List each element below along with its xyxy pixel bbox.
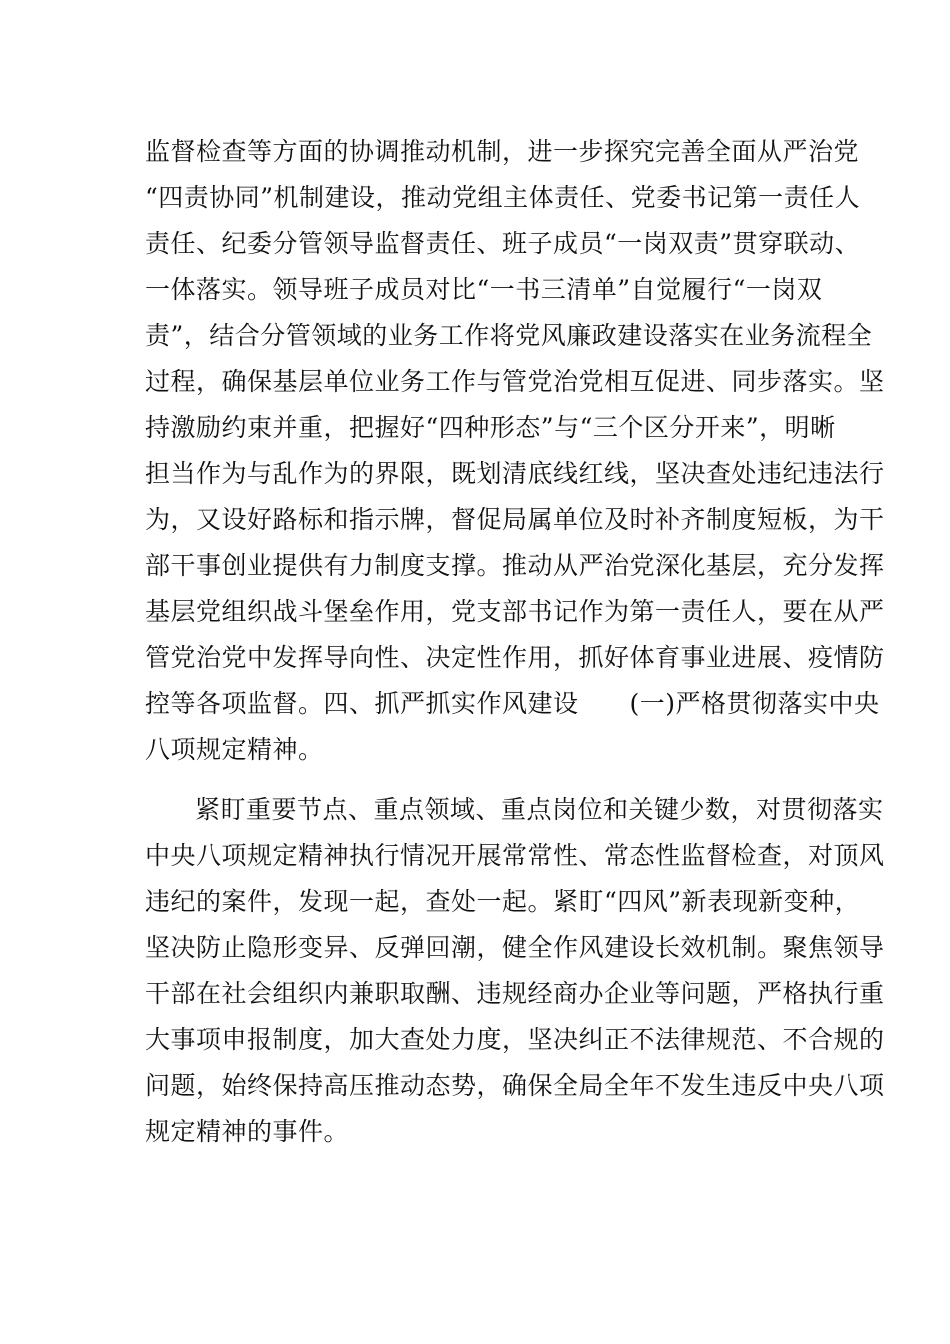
paragraph-1-line-13: 控等各项监督。四、抓严抓实作风建设 (一)严格贯彻落实中央 [145,689,880,718]
paragraph-2-line-4: 坚决防止隐形变异、反弹回潮，健全作风建设长效机制。聚焦领导 [145,933,885,962]
paragraph-2-line-6: 大事项申报制度，加大查处力度，坚决纠正不法律规范、不合规的 [145,1025,885,1054]
paragraph-1-line-11: 基层党组织战斗堡垒作用，党支部书记作为第一责任人，要在从严 [145,597,885,626]
paragraph-2-line-3: 违纪的案件，发现一起，查处一起。紧盯“四风”新表现新变种， [145,887,861,916]
paragraph-2-line-2: 中央八项规定精神执行情况开展常常性、常态性监督检查，对顶风 [145,841,885,870]
paragraph-1-line-14: 八项规定精神。 [145,735,324,764]
paragraph-1-line-12: 管党治党中发挥导向性、决定性作用，抓好体育事业进展、疫情防 [145,643,885,672]
paragraph-1-line-7: 持激励约束并重，把握好“四种形态”与“三个区分开来”，明晰 [145,413,836,442]
paragraph-1-line-4: 一体落实。领导班子成员对比“一书三清单”自觉履行“一岗双 [145,275,823,304]
paragraph-2-line-5: 干部在社会组织内兼职取酬、违规经商办企业等问题，严格执行重 [145,979,885,1008]
paragraph-1-line-8: 担当作为与乱作为的界限，既划清底线红线，坚决查处违纪违法行 [145,459,885,488]
paragraph-1-line-3: 责任、纪委分管领导监督责任、班子成员“一岗双责”贯穿联动、 [145,229,861,258]
paragraph-1-line-2: “四责协同”机制建设，推动党组主体责任、党委书记第一责任人 [145,183,861,212]
paragraph-1-line-10: 部干事创业提供有力制度支撑。推动从严治党深化基层，充分发挥 [145,551,885,580]
paragraph-2-line-1: 紧盯重要节点、重点领域、重点岗位和关键少数，对贯彻落实 [195,795,884,824]
paragraph-1-line-5: 责”，结合分管领域的业务工作将党风廉政建设落实在业务流程全 [145,321,873,350]
paragraph-2-line-7: 问题，始终保持高压推动态势，确保全局全年不发生违反中央八项 [145,1071,885,1100]
paragraph-1-line-6: 过程，确保基层单位业务工作与管党治党相互促进、同步落实。坚 [145,367,885,396]
paragraph-1-line-1: 监督检查等方面的协调推动机制，进一步探究完善全面从严治党 [145,137,860,166]
paragraph-1-line-9: 为，又设好路标和指示牌，督促局属单位及时补齐制度短板，为干 [145,505,885,534]
paragraph-2-line-8: 规定精神的事件。 [145,1117,350,1146]
